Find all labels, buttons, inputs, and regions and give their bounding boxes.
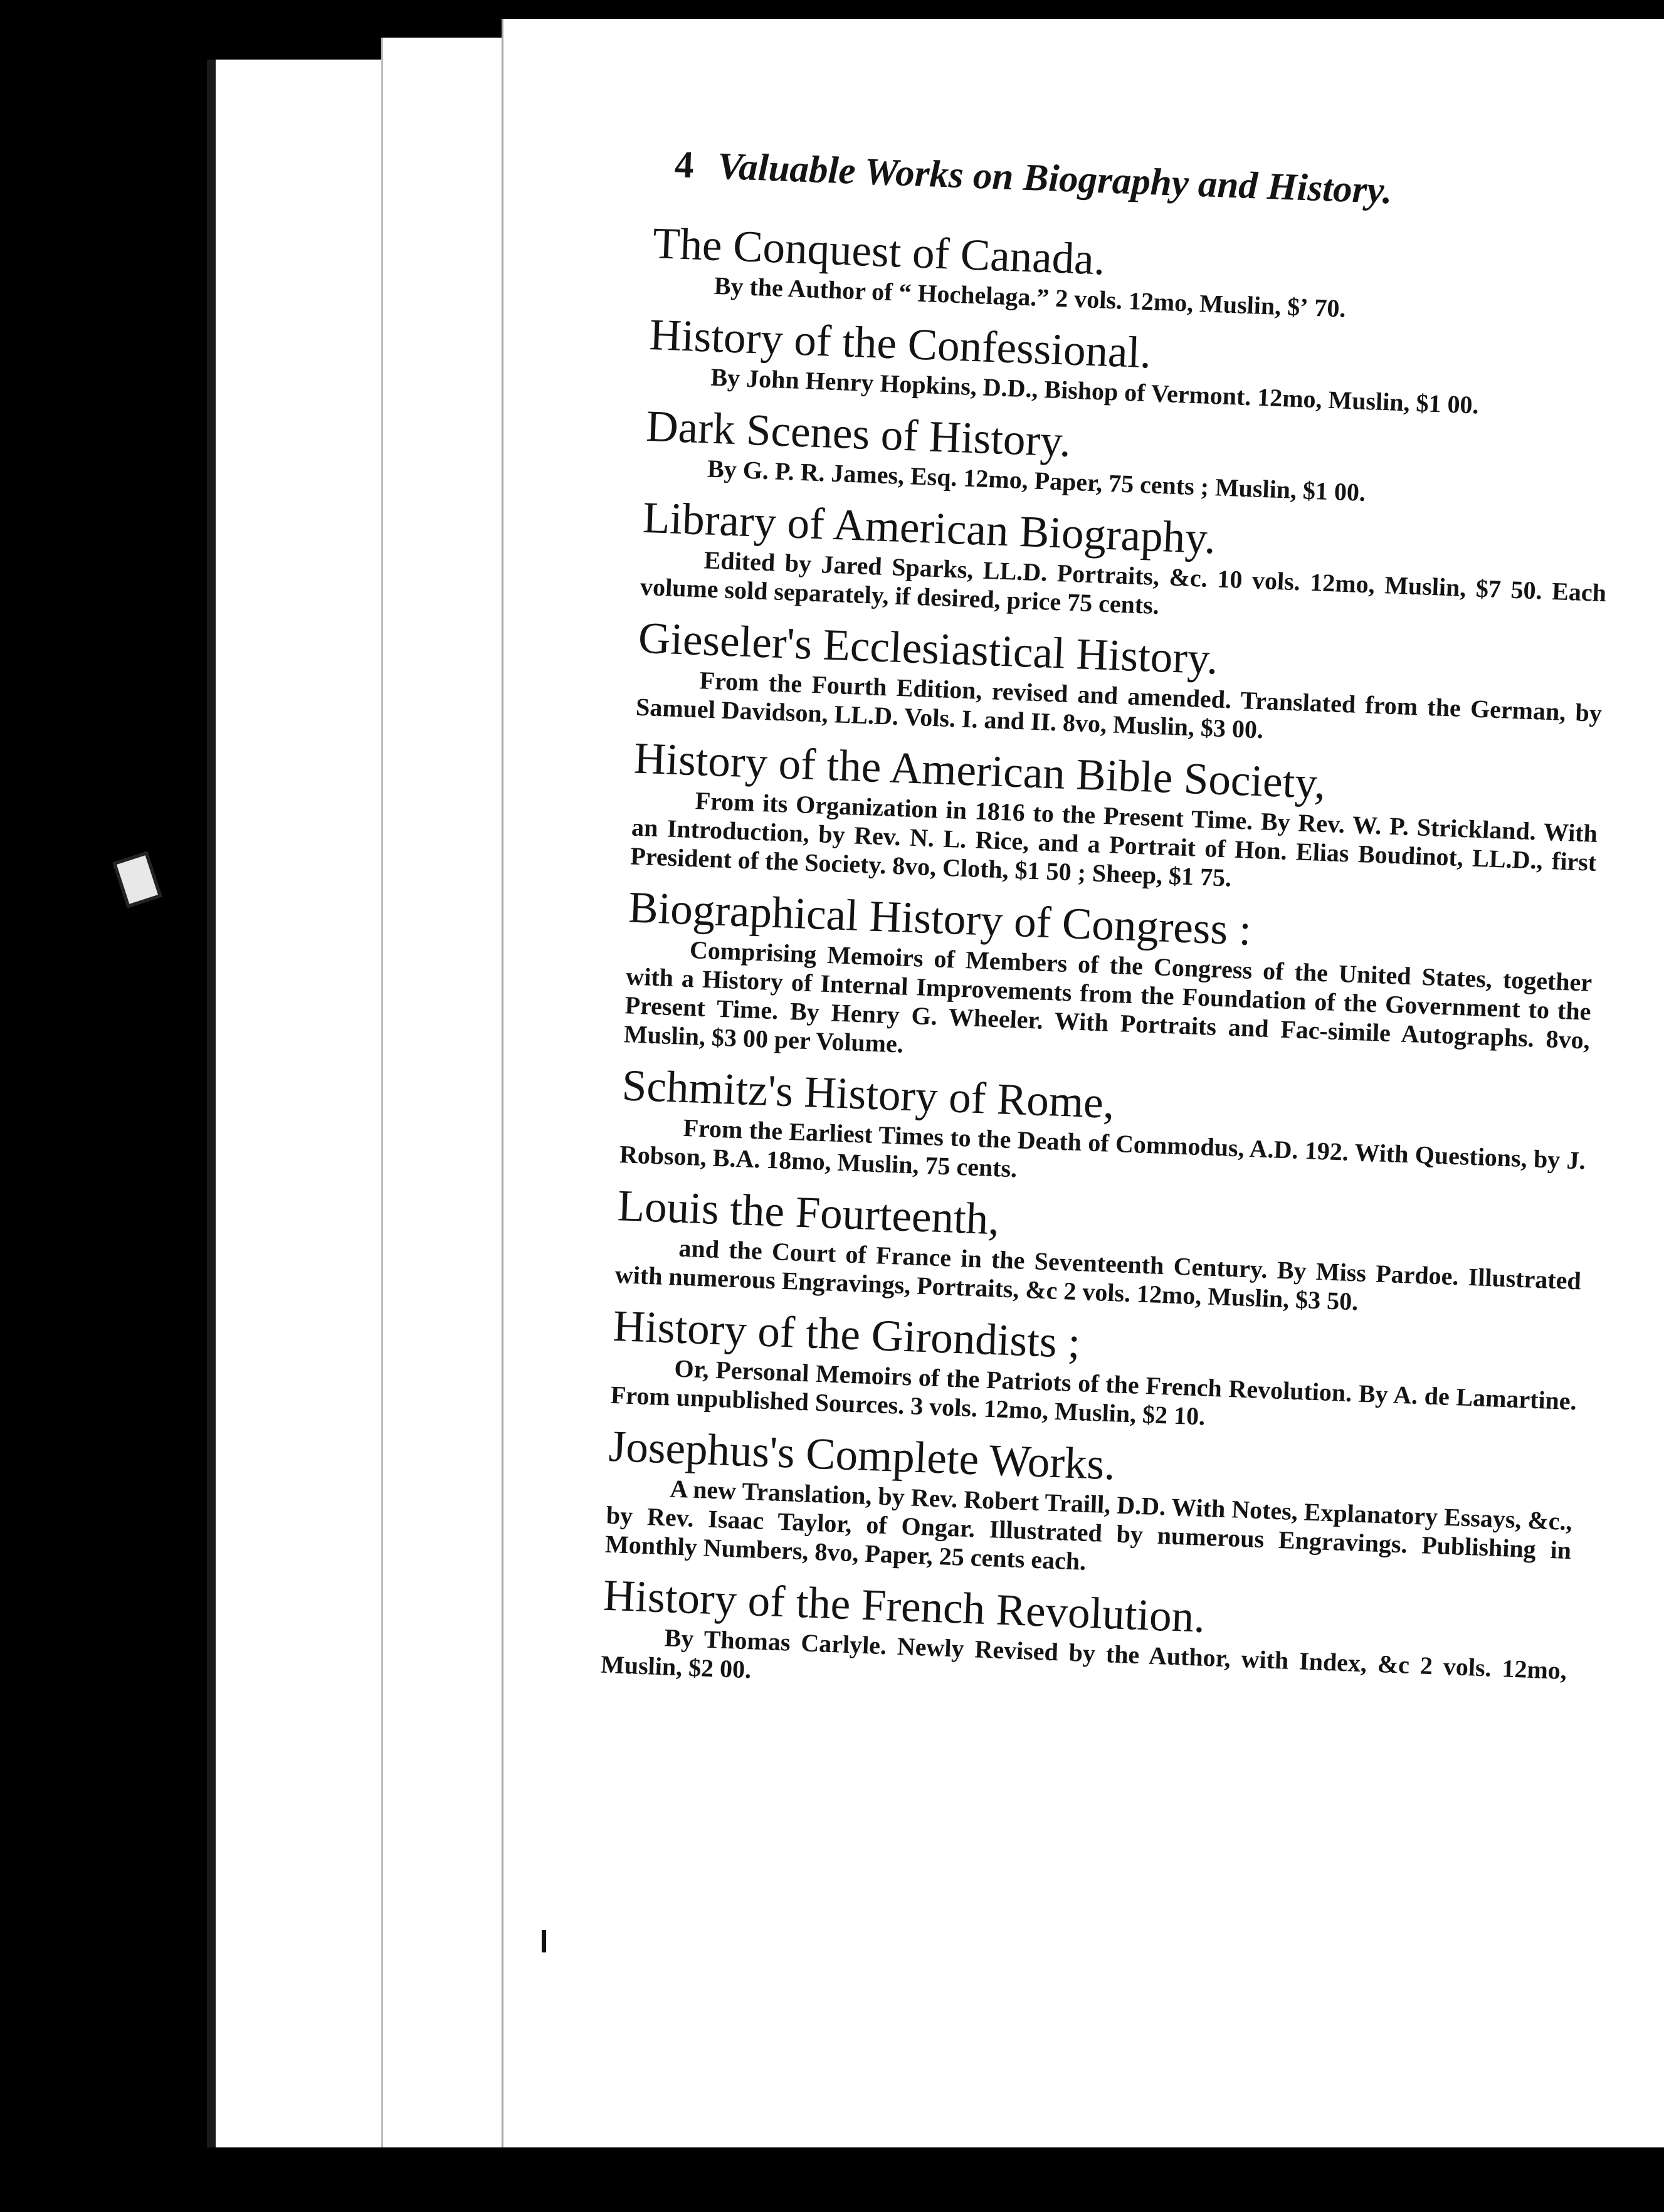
page-number: 4 — [673, 144, 695, 187]
book-entry — [614, 1180, 1583, 1324]
book-title: History of the Girondists ; — [612, 1301, 1082, 1368]
book-title: Dark Scenes of History. — [645, 401, 1072, 466]
book-description: Or, Personal Memoirs of the Patriots of the French Revolution. By A. de Lamartine. From unpublished Sources. 3 vols. 12mo, Muslin, $2 10. — [610, 1354, 1577, 1431]
book-description: A new Translation, by Rev. Robert Traill, D.D. With Notes, Explanatory Essays, &c., by Rev. Isaac Taylor, of Ongar. Illustrated by numerous Engravings. Publishing in Monthly Numbers, 8vo, Paper, 25 cents each. — [604, 1474, 1573, 1576]
book-entry — [619, 1060, 1588, 1204]
book-title: Josephus's Complete Works. — [608, 1421, 1117, 1490]
book-description: By the Author of “ Hochelaga.” 2 vols. 12mo, Muslin, $ʼ 70. — [714, 271, 1347, 323]
book-description: By G. P. R. James, Esq. 12mo, Paper, 75 cents ; Muslin, $1 00. — [707, 454, 1366, 507]
book-description: By John Henry Hopkins, D.D., Bishop of Vermont. 12mo, Muslin, $1 00. — [710, 362, 1480, 419]
book-description: From the Earliest Times to the Death of Commodus, A.D. 192. With Questions, by J. Robson, B.A. 18mo, Muslin, 75 cents. — [619, 1113, 1586, 1183]
running-header — [674, 143, 1393, 213]
book-title: The Conquest of Canada. — [651, 219, 1106, 285]
book-description: Edited by Jared Sparks, LL.D. Portraits, &c. 10 vols. 12mo, Muslin, $7 50. Each volume sold separately, if desired, price 75 cents. — [640, 545, 1607, 620]
book-title: History of the Confessional. — [648, 310, 1152, 378]
book-description: From its Organization in 1816 to the Present Time. By Rev. W. P. Strickland. With an Introduction, by Rev. N. L. Rice, and a Portrait of Hon. Elias Boudinot, LL.D., first President of the Society. 8vo, Cloth, $1 50 ; Sheep, $1 75. — [629, 786, 1598, 892]
book-description: From the Fourth Edition, revised and amended. Translated from the German, by Samuel Davidson, LL.D. Vols. I. and II. 8vo, Muslin, $3 00. — [635, 666, 1603, 744]
book-entry — [640, 492, 1608, 636]
running-head-title: Valuable Works on Biography and History. — [717, 145, 1393, 213]
book-description: By Thomas Carlyle. Newly Revised by the Author, with Index, &c 2 vols. 12mo, Muslin, $2 00. — [600, 1623, 1567, 1685]
book-title: Schmitz's History of Rome, — [621, 1061, 1115, 1128]
book-entry — [635, 613, 1604, 757]
book-title: Biographical History of Congress : — [628, 883, 1253, 955]
book-entry — [600, 1570, 1569, 1714]
book-title: Library of American Biography. — [641, 493, 1217, 564]
book-entry — [604, 1421, 1574, 1594]
book-description: and the Court of France in the Seventeenth Century. By Miss Pardoe. Illustrated with numerous Engravings, Portraits, &c 2 vols. 12mo, Muslin, $3 50. — [614, 1233, 1582, 1316]
book-title: History of the American Bible Society, — [633, 734, 1327, 808]
book-title: History of the French Revolution. — [602, 1571, 1206, 1642]
book-list — [600, 218, 1619, 1725]
book-title: Gieseler's Ecclesiastical History. — [637, 613, 1219, 684]
book-title: Louis the Fourteenth, — [616, 1181, 1001, 1245]
book-entry — [610, 1300, 1579, 1445]
book-entry — [630, 733, 1600, 906]
book-entry — [623, 882, 1594, 1083]
book-description: Comprising Memoirs of Members of the Congress of the United States, together with a History of Internal Improvements from the Foundation of the Government to the Present Time. By Henry G. Wheeler. With Portraits and Fac-simile Autographs. 8vo, Muslin, $3 00 per Volume. — [623, 935, 1593, 1058]
